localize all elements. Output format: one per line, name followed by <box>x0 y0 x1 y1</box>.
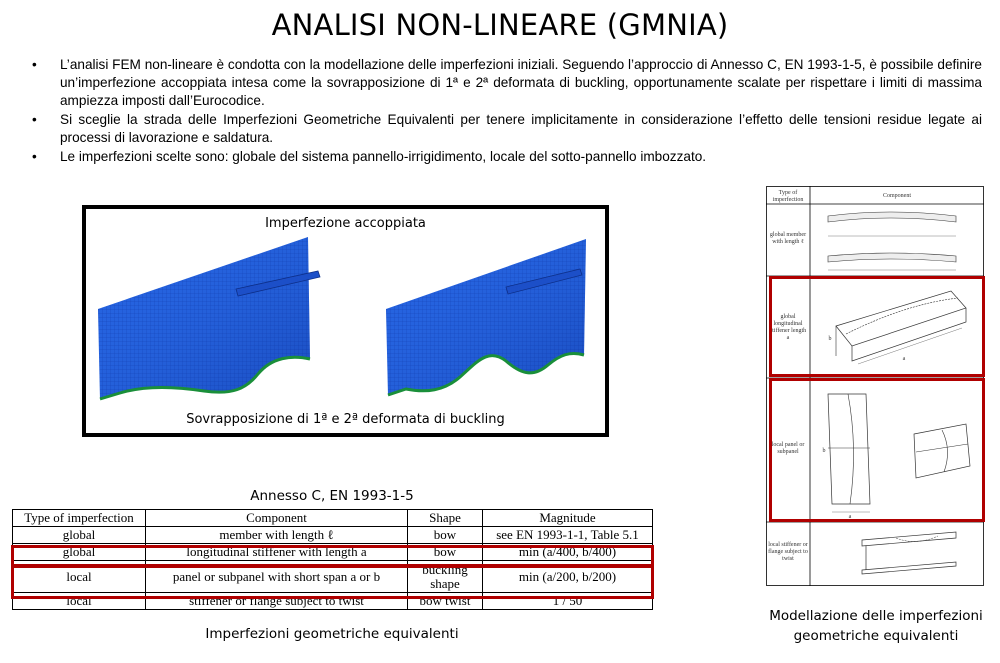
header-shape: Shape <box>408 510 483 527</box>
table-row <box>13 544 653 561</box>
table-row <box>13 593 653 610</box>
ec-row-label-3: local panel or subpanel <box>771 442 805 455</box>
cell-magnitude: min (a/200, b/200) <box>483 561 653 593</box>
bullet-text: L’analisi FEM non-lineare è condotta con la modellazione delle imperfezioni iniziali. Seguendo l’approccio di Annesso C, EN 1993-1-5, è possibile definire un’imperfezione accoppiata intesa come la sovrapposizione di 1ª e 2ª deformata di buckling, opportunamente scalate per rispettare i limiti di massima ampiezza imposti dall’Eurocodice. <box>60 57 982 108</box>
bullet-text: Si sceglie la strada delle Imperfezioni Geometriche Equivalenti per tenere implicitamente in considerazione l’effetto delle tensioni residue legate ai processi di lavorazione e saldatura. <box>60 112 982 145</box>
fem-caption-bottom: Sovrapposizione di 1ª e 2ª deformata di buckling <box>186 412 505 427</box>
bullet-text: Le imperfezioni scelte sono: globale del sistema pannello-irrigidimento, locale del sotto-pannello imbozzato. <box>60 149 707 164</box>
cell-shape: bow <box>408 544 483 561</box>
cell-component: member with length ℓ <box>146 527 408 544</box>
cell-shape: bow twist <box>408 593 483 610</box>
cell-type: global <box>13 544 146 561</box>
bullet-symbol: • <box>32 112 37 127</box>
ec-highlight-local-panel <box>769 378 985 522</box>
ec-highlight-global-stiffener <box>769 276 985 377</box>
ec-header-component: Component <box>883 193 911 199</box>
ec-row-label-4: local stiffener or flange subject to twist <box>768 542 808 562</box>
cell-type: local <box>13 561 146 593</box>
cell-component: panel or subpanel with short span a or b <box>146 561 408 593</box>
bullet-list <box>32 56 982 167</box>
cell-component: stiffener or flange subject to twist <box>146 593 408 610</box>
imperfection-table <box>12 509 653 610</box>
ec-row-label-2: global longitudinal stiffener length a <box>769 314 807 341</box>
cell-shape: buckling shape <box>408 561 483 593</box>
ec-dim-a-1: a <box>902 356 906 362</box>
fem-imperfection-figure <box>82 205 609 437</box>
fem-models-drawing <box>86 209 605 433</box>
fem-caption-top: Imperfezione accoppiata <box>265 216 426 231</box>
header-type: Type of imperfection <box>13 510 146 527</box>
table-footer-caption: Imperfezioni geometriche equivalenti <box>205 626 459 642</box>
fem-model-right <box>386 239 586 395</box>
ec-dim-b-1: b <box>828 336 832 342</box>
header-component: Component <box>146 510 408 527</box>
ec-row-label-1: global member with length ℓ <box>769 232 807 245</box>
cell-component: longitudinal stiffener with length a <box>146 544 408 561</box>
table-row <box>13 561 653 593</box>
bullet-item <box>32 56 982 110</box>
ec-header-type: Type of imperfection <box>772 190 804 203</box>
header-magnitude: Magnitude <box>483 510 653 527</box>
cell-type: local <box>13 593 146 610</box>
fem-model-left <box>98 237 320 399</box>
ec-caption-line-2: geometriche equivalenti <box>793 628 959 644</box>
ec-figure-caption <box>752 606 1000 646</box>
ec-dim-b-2: b <box>822 448 826 454</box>
bullet-item <box>32 111 982 147</box>
bullet-symbol: • <box>32 149 37 164</box>
cell-magnitude: 1 / 50 <box>483 593 653 610</box>
slide-title: ANALISI NON-LINEARE (GMNIA) <box>271 8 729 42</box>
bullet-symbol: • <box>32 57 37 72</box>
cell-magnitude: min (a/400, b/400) <box>483 544 653 561</box>
table-row <box>13 527 653 544</box>
bullet-item <box>32 148 982 166</box>
ec-dim-a-2: a <box>848 514 852 520</box>
table-caption: Annesso C, EN 1993-1-5 <box>250 488 414 504</box>
cell-type: global <box>13 527 146 544</box>
ec-caption-line-1: Modellazione delle imperfezioni <box>769 608 983 624</box>
cell-magnitude: see EN 1993-1-1, Table 5.1 <box>483 527 653 544</box>
cell-shape: bow <box>408 527 483 544</box>
table-header-row <box>13 510 653 527</box>
